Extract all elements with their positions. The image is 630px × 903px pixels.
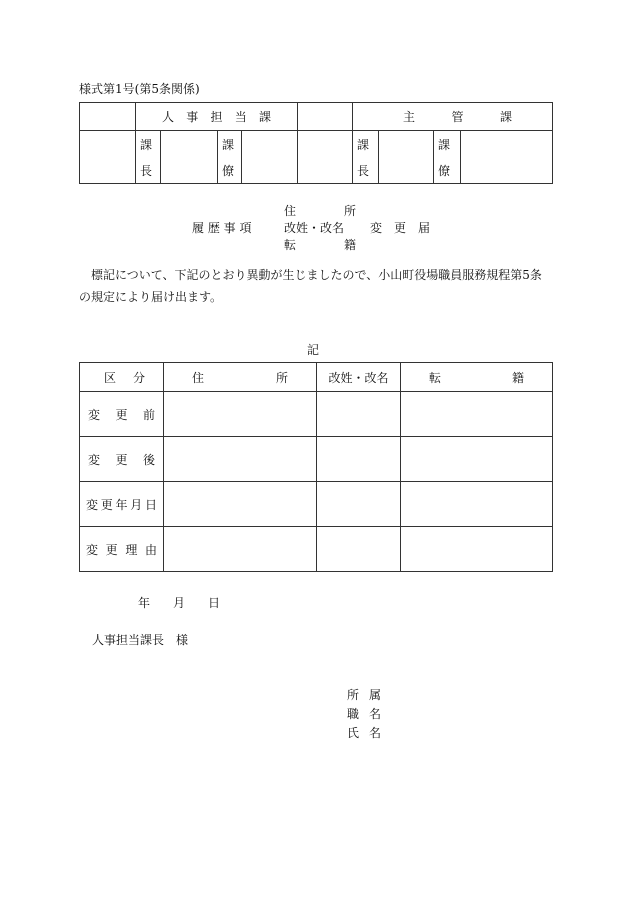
change-table [79,362,553,572]
row-label-reason: 変 更 理 由 [80,527,164,572]
addressee: 人事担当課長 様 [92,633,189,647]
row-label-before: 変 更 前 [80,392,164,437]
date-day: 日 [208,596,221,610]
cell-name-before [317,392,401,437]
personnel-chief-label: 課 長 [136,131,161,184]
cell-register-after [401,437,553,482]
cell-register-before [401,392,553,437]
approval-stamp-left [80,131,136,184]
date-year: 年 [138,596,151,610]
approval-blank-left [80,103,136,131]
title-item-name-change: 改姓・改名 [284,221,345,235]
cell-name-after [317,437,401,482]
approval-blank-mid [298,103,353,131]
personnel-chief-stamp [161,131,218,184]
cell-address-reason [164,527,317,572]
table-row [80,527,553,572]
main-staff-label: 課 僚 [434,131,461,184]
signature-affiliation-label: 所 属 [347,688,381,702]
row-label-after: 変 更 後 [80,437,164,482]
cell-register-date [401,482,553,527]
form-number: 様式第1号(第5条関係) [79,82,200,96]
title-prefix: 履 歴 事 項 [192,221,252,235]
cell-address-date [164,482,317,527]
table-row [80,392,553,437]
personnel-staff-stamp [242,131,298,184]
row-label-date: 変 更 年 月 日 [80,482,164,527]
ki-label: 記 [307,343,320,357]
main-section-header: 主 管 課 [353,103,553,131]
approval-stamp-mid [298,131,353,184]
header-category: 区 分 [80,363,164,392]
table-row [80,437,553,482]
title-item-register: 転 籍 [284,238,356,252]
table-row [80,482,553,527]
body-text: 標記について、下記のとおり異動が生じましたので、小山町役場職員服務規程第5条の規定により届け出ます。 [79,268,542,304]
cell-address-before [164,392,317,437]
header-address: 住 所 [164,363,317,392]
main-staff-stamp [461,131,553,184]
cell-register-reason [401,527,553,572]
header-register: 転 籍 [401,363,553,392]
personnel-section-header: 人 事 担 当 課 [136,103,298,131]
cell-name-reason [317,527,401,572]
personnel-staff-label: 課 僚 [218,131,242,184]
main-chief-stamp [379,131,434,184]
title-suffix: 変 更 届 [370,221,431,235]
approval-table [79,102,553,184]
header-name-change: 改姓・改名 [317,363,401,392]
cell-name-date [317,482,401,527]
cell-address-after [164,437,317,482]
title-item-address: 住 所 [284,204,356,218]
signature-name-label: 氏 名 [347,726,381,740]
date-month: 月 [173,596,186,610]
main-chief-label: 課 長 [353,131,379,184]
signature-title-label: 職 名 [347,707,381,721]
